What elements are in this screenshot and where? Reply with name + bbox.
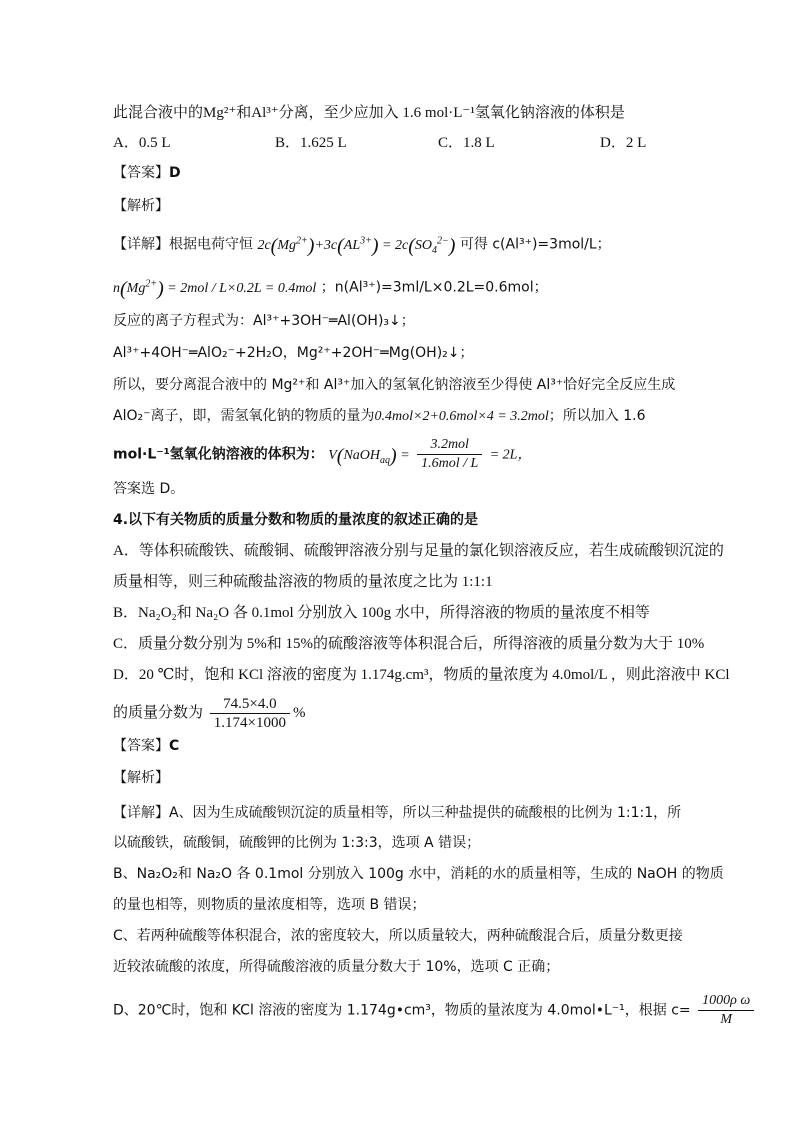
q4-option-a-line1: A．等体积硫酸铁、硫酸铜、硫酸钾溶液分别与足量的氯化钡溶液反应，若生成硫酸钡沉淀的 — [113, 543, 724, 559]
q3-detail-7 — [113, 436, 531, 473]
q3-option-b: B．1.625 L — [275, 135, 347, 151]
q4-answer-line — [113, 736, 179, 756]
q3-detail-6-formula: 0.4mol×2+0.6mol×4 = 3.2mol — [374, 409, 549, 424]
mg-moles-formula: $n(Mg^{2+}) = 2mol / L\times 0.2L = 0.4mol$ — [113, 277, 317, 300]
q4-option-d-line1: D．20 ℃时，饱和 KCl 溶液的密度为 1.174g.cm³，物质的量浓度为 4.0mol/L ，则此溶液中 KCl — [113, 667, 730, 683]
q3-answer-tag: 【答案】 — [113, 165, 169, 181]
concentration-fraction-numerator: 1000ρ ω — [698, 992, 754, 1011]
volume-fraction-numerator: 3.2mol — [417, 436, 482, 455]
q3-detail-3: 反应的离子方程式为：Al³⁺+3OH⁻═Al(OH)₃↓； — [113, 313, 415, 329]
q3-detail-2-suffix: ；n(Al³⁺)=3ml/L×0.2L=0.6mol； — [320, 279, 548, 296]
q4-option-d-prefix: 的质量分数为 — [113, 704, 204, 721]
volume-fraction-denominator: 1.6mol / L — [421, 456, 479, 471]
q3-detail-5: 所以，要分离混合液中的 Mg²⁺和 Al³⁺加入的氢氧化钠溶液至少得使 Al³⁺恰好完全反应生成 — [113, 377, 676, 393]
q3-answer-line — [113, 163, 181, 183]
q3-detail-6 — [113, 406, 646, 427]
q3-analysis-tag: 【解析】 — [113, 198, 169, 214]
q4-detail-tag: 【详解】 — [113, 805, 169, 821]
q4-detail-d-prefix: D、20℃时，饱和 KCl 溶液的密度为 1.174g•cm³，物质的量浓度为 4.0mol•L⁻¹，根据 c= — [113, 1002, 691, 1019]
q3-option-a: A．0.5 L — [113, 135, 171, 151]
q3-detail-6-suffix: ；所以加入 1.6 — [548, 408, 646, 424]
q4-detail-a-line2: 以硫酸铁，硫酸铜，硫酸钾的比例为 1:3:3，选项 A 错误； — [113, 835, 481, 851]
q3-answer: D — [169, 165, 181, 181]
q4-stem: 4.以下有关物质的质量分数和物质的量浓度的叙述正确的是 — [113, 512, 479, 528]
q4-detail-b-line1: B、Na₂O₂和 Na₂O 各 0.1mol 分别放入 100g 水中，消耗的水的质量相等，生成的 NaOH 的物质 — [113, 866, 724, 882]
q4-detail-a-line1 — [113, 803, 681, 823]
q3-detail-6-prefix: AlO₂⁻离子，即，需氢氧化钠的物质的量为 — [113, 408, 375, 424]
mass-fraction-unit: % — [292, 704, 306, 721]
q4-option-b: B．Na₂O₂和 Na₂O 各 0.1mol 分别放入 100g 水中，所得溶液的物质的量浓度不相等 — [113, 605, 650, 621]
concentration-fraction-denominator: M — [720, 1012, 733, 1027]
concentration-fraction — [698, 992, 754, 1029]
q3-option-d: D．2 L — [600, 135, 647, 151]
q3-detail-1-suffix: 可得 c(Al³⁺)=3mol/L； — [459, 236, 611, 253]
q4-analysis-tag: 【解析】 — [113, 770, 169, 786]
volume-result: = 2L， — [489, 447, 532, 463]
q3-option-c: C．1.8 L — [438, 135, 495, 151]
q4-option-c: C．质量分数分别为 5%和 15%的硫酸溶液等体积混合后，所得溶液的质量分数为大于 10% — [113, 636, 705, 652]
q3-conclusion: 答案选 D。 — [113, 481, 185, 497]
mass-fraction-numerator: 74.5×4.0 — [210, 695, 290, 714]
q3-detail-4: Al³⁺+4OH⁻═AlO₂⁻+2H₂O，Mg²⁺+2OH⁻═Mg(OH)₂↓； — [113, 345, 474, 361]
mass-fraction-denominator: 1.174×1000 — [213, 715, 286, 731]
charge-balance-formula: $2c(Mg^{2+})+3c(AL^{3+}) = 2c(SO_4^{2-})$ — [257, 234, 456, 257]
q3-detail-tag: 【详解】 — [113, 236, 169, 253]
q4-detail-d — [113, 992, 757, 1029]
q4-detail-a-1: A、因为生成硫酸钡沉淀的质量相等，所以三种盐提供的硫酸根的比例为 1:1:1，所 — [169, 805, 682, 821]
q4-detail-c-line1: C、若两种硫酸等体积混合，浓的密度较大，所以质量较大，两种硫酸混合后，质量分数更接 — [113, 928, 683, 944]
q4-detail-c-line2: 近较浓硫酸的浓度，所得硫酸溶液的质量分数大于 10%，选项 C 正确； — [113, 959, 560, 975]
q3-detail-1 — [113, 231, 611, 260]
q3-detail-7-prefix: mol·L⁻¹氢氧化钠溶液的体积为： — [113, 446, 324, 463]
q3-detail-1-prefix: 根据电荷守恒 — [169, 236, 253, 253]
q3-detail-2 — [113, 274, 548, 299]
q4-option-d-line2 — [113, 695, 305, 732]
q4-answer: C — [169, 738, 180, 754]
q4-detail-b-line2: 的量也相等，则物质的量浓度相等，选项 B 错误； — [113, 897, 426, 913]
volume-fraction — [417, 436, 482, 473]
q4-answer-tag: 【答案】 — [113, 738, 169, 754]
q4-option-a-line2: 质量相等，则三种硫酸盐溶液的物质的量浓度之比为 1:1:1 — [113, 574, 493, 590]
mass-fraction — [210, 695, 290, 732]
q3-stem: 此混合液中的Mg²⁺和Al³⁺分离，至少应加入 1.6 mol·L⁻¹氢氧化钠溶液的体积是 — [113, 105, 625, 121]
naoh-volume-formula: V(NaOH$_{aq}$) = — [328, 444, 410, 467]
